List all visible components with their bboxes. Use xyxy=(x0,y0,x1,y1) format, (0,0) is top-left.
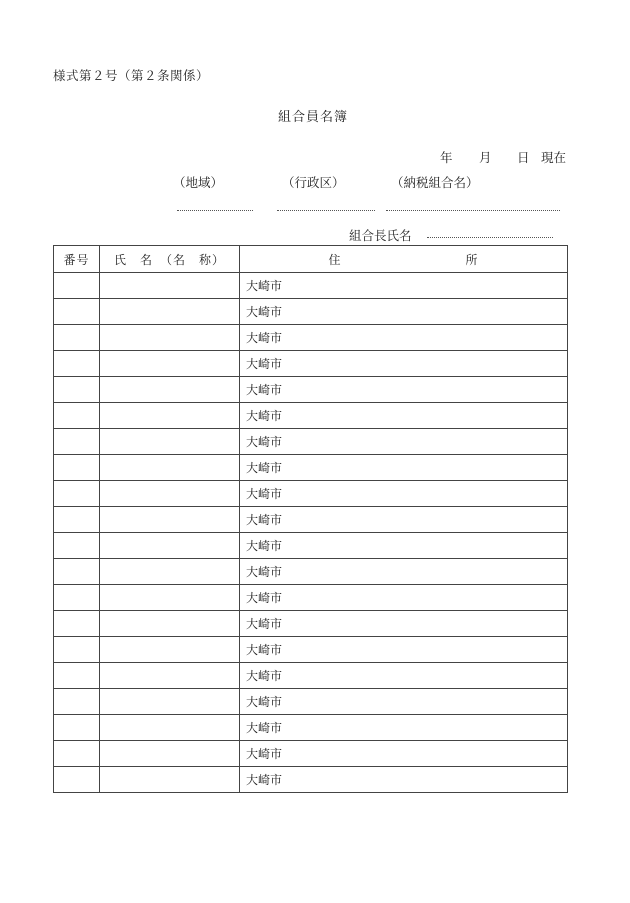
row-address-cell[interactable]: 大崎市 xyxy=(240,273,568,299)
address-column-header xyxy=(240,246,568,273)
row-name-cell[interactable] xyxy=(100,767,240,793)
district-label: （行政区） xyxy=(282,175,345,190)
row-number-cell[interactable] xyxy=(54,533,100,559)
row-address-cell[interactable]: 大崎市 xyxy=(240,689,568,715)
row-name-cell[interactable] xyxy=(100,689,240,715)
row-address-cell[interactable]: 大崎市 xyxy=(240,637,568,663)
date-day-label: 日 xyxy=(517,150,530,165)
table-row xyxy=(54,429,568,455)
row-name-cell[interactable] xyxy=(100,533,240,559)
table-row xyxy=(54,559,568,585)
row-name-cell[interactable] xyxy=(100,481,240,507)
row-number-cell[interactable] xyxy=(54,741,100,767)
table-row xyxy=(54,325,568,351)
region-entry-line[interactable] xyxy=(177,210,253,211)
name-column-header-label: 氏 名 （名 称） xyxy=(113,252,225,267)
row-number-cell[interactable] xyxy=(54,663,100,689)
row-name-cell[interactable] xyxy=(100,611,240,637)
row-name-cell[interactable] xyxy=(100,507,240,533)
row-number-cell[interactable] xyxy=(54,585,100,611)
row-name-cell[interactable] xyxy=(100,377,240,403)
row-number-cell[interactable] xyxy=(54,455,100,481)
row-number-cell[interactable] xyxy=(54,273,100,299)
table-row xyxy=(54,767,568,793)
row-number-cell[interactable] xyxy=(54,767,100,793)
table-row xyxy=(54,455,568,481)
row-name-cell[interactable] xyxy=(100,325,240,351)
form-number: 様式第２号（第２条関係） xyxy=(53,68,210,83)
address-header-char-1: 住 xyxy=(328,252,342,267)
table-row xyxy=(54,481,568,507)
table-row xyxy=(54,715,568,741)
row-number-cell[interactable] xyxy=(54,611,100,637)
district-entry-line[interactable] xyxy=(277,210,375,211)
row-name-cell[interactable] xyxy=(100,455,240,481)
row-address-cell[interactable]: 大崎市 xyxy=(240,741,568,767)
table-row xyxy=(54,403,568,429)
row-address-cell[interactable]: 大崎市 xyxy=(240,455,568,481)
row-number-cell[interactable] xyxy=(54,715,100,741)
table-row xyxy=(54,663,568,689)
row-name-cell[interactable] xyxy=(100,351,240,377)
row-address-cell[interactable]: 大崎市 xyxy=(240,403,568,429)
table-row xyxy=(54,273,568,299)
row-address-cell[interactable]: 大崎市 xyxy=(240,507,568,533)
row-address-cell[interactable]: 大崎市 xyxy=(240,585,568,611)
row-address-cell[interactable]: 大崎市 xyxy=(240,481,568,507)
row-number-cell[interactable] xyxy=(54,481,100,507)
row-number-cell[interactable] xyxy=(54,559,100,585)
row-number-cell[interactable] xyxy=(54,429,100,455)
row-name-cell[interactable] xyxy=(100,585,240,611)
row-number-cell[interactable] xyxy=(54,377,100,403)
leader-name-entry-line[interactable] xyxy=(427,237,553,238)
row-name-cell[interactable] xyxy=(100,663,240,689)
row-number-cell[interactable] xyxy=(54,299,100,325)
row-address-cell[interactable]: 大崎市 xyxy=(240,429,568,455)
row-address-cell[interactable]: 大崎市 xyxy=(240,611,568,637)
table-row xyxy=(54,507,568,533)
row-address-cell[interactable]: 大崎市 xyxy=(240,299,568,325)
table-row xyxy=(54,377,568,403)
row-address-cell[interactable]: 大崎市 xyxy=(240,767,568,793)
row-address-cell[interactable]: 大崎市 xyxy=(240,377,568,403)
row-name-cell[interactable] xyxy=(100,299,240,325)
table-row xyxy=(54,533,568,559)
row-address-cell[interactable]: 大崎市 xyxy=(240,351,568,377)
row-number-cell[interactable] xyxy=(54,351,100,377)
leader-name-label: 組合長氏名 xyxy=(349,228,412,243)
row-address-cell[interactable]: 大崎市 xyxy=(240,715,568,741)
table-header-row xyxy=(54,246,568,273)
address-header-char-2: 所 xyxy=(465,252,479,267)
tax-group-name-label: （納税組合名） xyxy=(391,175,479,190)
name-column-header xyxy=(100,246,240,273)
table-row xyxy=(54,351,568,377)
row-number-cell[interactable] xyxy=(54,689,100,715)
date-month-label: 月 xyxy=(479,150,492,165)
row-name-cell[interactable] xyxy=(100,273,240,299)
table-row xyxy=(54,585,568,611)
table-row xyxy=(54,611,568,637)
table-row xyxy=(54,741,568,767)
row-name-cell[interactable] xyxy=(100,429,240,455)
date-as-of-label: 現在 xyxy=(541,150,567,165)
row-number-cell[interactable] xyxy=(54,507,100,533)
date-year-label: 年 xyxy=(440,150,453,165)
row-name-cell[interactable] xyxy=(100,403,240,429)
row-number-cell[interactable] xyxy=(54,325,100,351)
row-address-cell[interactable]: 大崎市 xyxy=(240,663,568,689)
row-address-cell[interactable]: 大崎市 xyxy=(240,533,568,559)
row-name-cell[interactable] xyxy=(100,741,240,767)
row-name-cell[interactable] xyxy=(100,715,240,741)
tax-group-name-entry-line[interactable] xyxy=(386,210,560,211)
row-number-cell[interactable] xyxy=(54,637,100,663)
row-address-cell[interactable]: 大崎市 xyxy=(240,559,568,585)
table-row xyxy=(54,299,568,325)
row-name-cell[interactable] xyxy=(100,559,240,585)
region-label: （地域） xyxy=(173,175,224,190)
table-row xyxy=(54,637,568,663)
number-column-header: 番号 xyxy=(54,246,100,273)
row-name-cell[interactable] xyxy=(100,637,240,663)
row-number-cell[interactable] xyxy=(54,403,100,429)
member-roster-table xyxy=(53,245,568,793)
table-row xyxy=(54,689,568,715)
row-address-cell[interactable]: 大崎市 xyxy=(240,325,568,351)
page-title: 組合員名簿 xyxy=(278,110,349,125)
